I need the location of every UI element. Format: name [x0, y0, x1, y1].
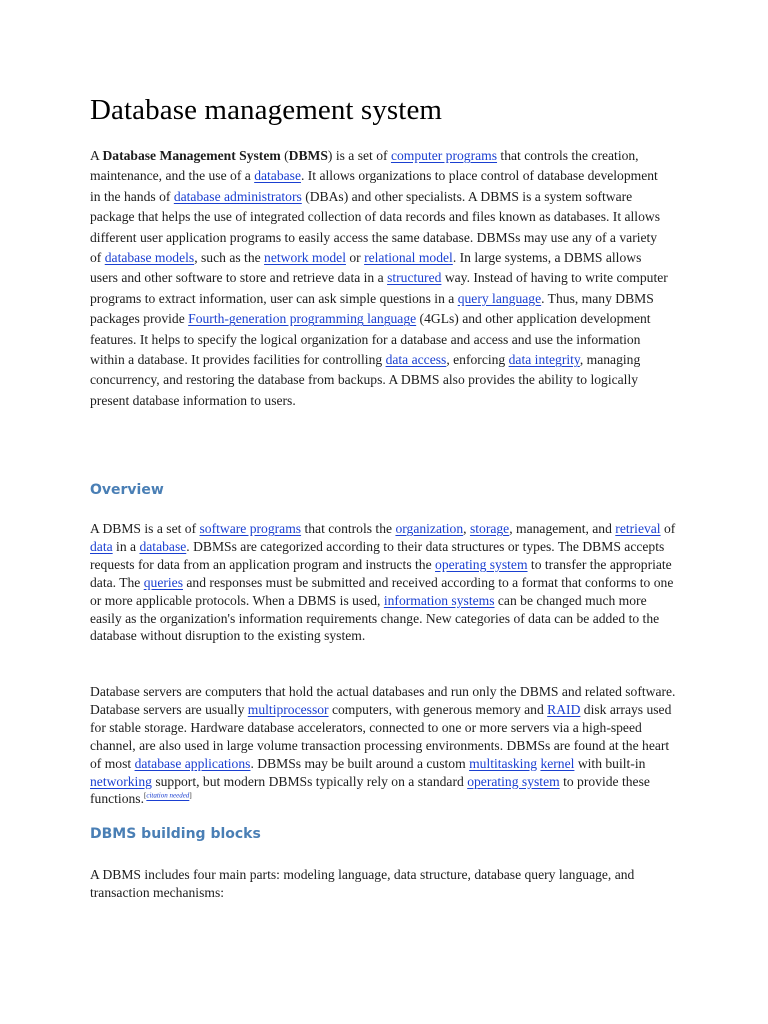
link-database[interactable]: database: [254, 168, 301, 184]
text: computers, with generous memory and: [328, 701, 548, 717]
bracket: [: [144, 791, 147, 800]
overview-paragraph-2: [90, 683, 680, 808]
intro-paragraph: [90, 146, 670, 411]
link-queries[interactable]: queries: [143, 574, 183, 590]
text: in a: [112, 538, 140, 554]
link-kernel[interactable]: kernel: [540, 755, 575, 771]
text: . It allows organizations to place control of database development in the hands of: [90, 168, 658, 204]
link-database-models[interactable]: database models: [104, 250, 195, 266]
text: with built-in: [574, 755, 646, 771]
text: ) is a set of: [327, 148, 391, 163]
link-multitasking[interactable]: multitasking: [469, 755, 538, 771]
bold-term: DBMS: [288, 148, 328, 163]
text: . Thus, many DBMS packages provide: [90, 290, 654, 327]
text: , managing concurrency, and restoring the database from backups. A DBMS also provides the ability to logically present database information to users.: [90, 352, 641, 408]
text: of: [660, 521, 676, 536]
link-data-integrity[interactable]: data integrity: [508, 352, 580, 368]
text: that controls the: [301, 521, 396, 536]
text: to transfer the appropriate data. The: [90, 556, 672, 590]
text: A DBMS is a set of: [90, 521, 200, 536]
link-information-systems[interactable]: information systems: [383, 592, 495, 608]
link-citation-needed[interactable]: citation needed: [146, 791, 190, 800]
link-database[interactable]: database: [139, 538, 187, 554]
text: or: [345, 250, 365, 266]
text: A: [90, 148, 103, 163]
text: to provide these functions.: [90, 773, 650, 807]
link-structured[interactable]: structured: [387, 270, 442, 286]
bold-term: Database Management System: [102, 148, 281, 163]
section-heading-building-blocks: DBMS building blocks: [90, 826, 261, 842]
text: , such as the: [194, 250, 265, 266]
text: (: [280, 148, 289, 163]
overview-paragraph-1: [90, 520, 680, 645]
text: . In large systems, a DBMS allows users and other software to store and retrieve data in a: [90, 250, 642, 286]
link-retrieval[interactable]: retrieval: [615, 521, 661, 536]
link-raid[interactable]: RAID: [547, 701, 581, 717]
bracket: ]: [189, 791, 192, 800]
text: disk arrays used for stable storage. Hardware database accelerators, connected to one or more servers via a high-speed channel, are also used in large volume transaction processing environments. DBMSs are found at the heart of most: [90, 701, 672, 771]
link-data[interactable]: data: [90, 538, 113, 554]
link-storage[interactable]: storage: [469, 521, 510, 536]
link-networking[interactable]: networking: [90, 773, 152, 789]
link-database-administrators[interactable]: database administrators: [173, 188, 302, 204]
text: (DBAs) and other specialists. A DBMS is a system software package that helps the use of integrated collection of data records and files known as databases. It allows different user application programs to easily access the same database. DBMSs may use any of a variety of: [90, 188, 660, 266]
text: . DBMSs are categorized according to their data structures or types. The DBMS accepts requests for data from an application program and instructs the: [90, 538, 665, 572]
text: way. Instead of having to write computer programs to extract information, user can ask simple questions in a: [90, 270, 668, 306]
text: . DBMSs may be built around a custom: [250, 755, 470, 771]
text: ,: [463, 521, 470, 536]
link-computer-programs[interactable]: computer programs: [390, 148, 498, 163]
link-data-access[interactable]: data access: [385, 352, 447, 368]
link-operating-system[interactable]: operating system: [435, 556, 528, 572]
text: Database servers are computers that hold the actual databases and run only the DBMS and related software. Database servers are usually: [90, 684, 676, 717]
building-blocks-paragraph: A DBMS includes four main parts: modeling language, data structure, database query language, and transaction mechanisms:: [90, 867, 635, 900]
link-relational-model[interactable]: relational model: [364, 250, 453, 266]
text: , enforcing: [446, 352, 509, 368]
page-title: Database management system: [90, 94, 443, 126]
text: and responses must be submitted and received according to a format that conforms to one or more applicable protocols. When a DBMS is used,: [90, 574, 674, 608]
link-software-programs[interactable]: software programs: [199, 521, 302, 536]
text: (4GLs) and other application development features. It helps to specify the logical organization for a database and access and use the information within a database. It provides facilities for controlling: [90, 311, 651, 368]
citation-needed: [144, 792, 192, 800]
text: that controls the creation, maintenance, and the use of a: [90, 148, 639, 184]
link-multiprocessor[interactable]: multiprocessor: [247, 701, 329, 717]
section-heading-overview: Overview: [90, 482, 164, 498]
link-network-model[interactable]: network model: [264, 250, 346, 266]
link-organization[interactable]: organization: [395, 521, 464, 536]
text: , management, and: [509, 521, 616, 536]
link-operating-system[interactable]: operating system: [467, 773, 560, 789]
link-database-applications[interactable]: database applications: [134, 755, 251, 771]
link-query-language[interactable]: query language: [457, 290, 542, 306]
link-4gl[interactable]: Fourth-generation programming language: [188, 311, 417, 327]
text: support, but modern DBMSs typically rely on a standard: [151, 773, 468, 789]
text: can be changed much more easily as the organization's information requirements change. New categories of data can be added to the database without disruption to the existing system.: [90, 592, 660, 644]
